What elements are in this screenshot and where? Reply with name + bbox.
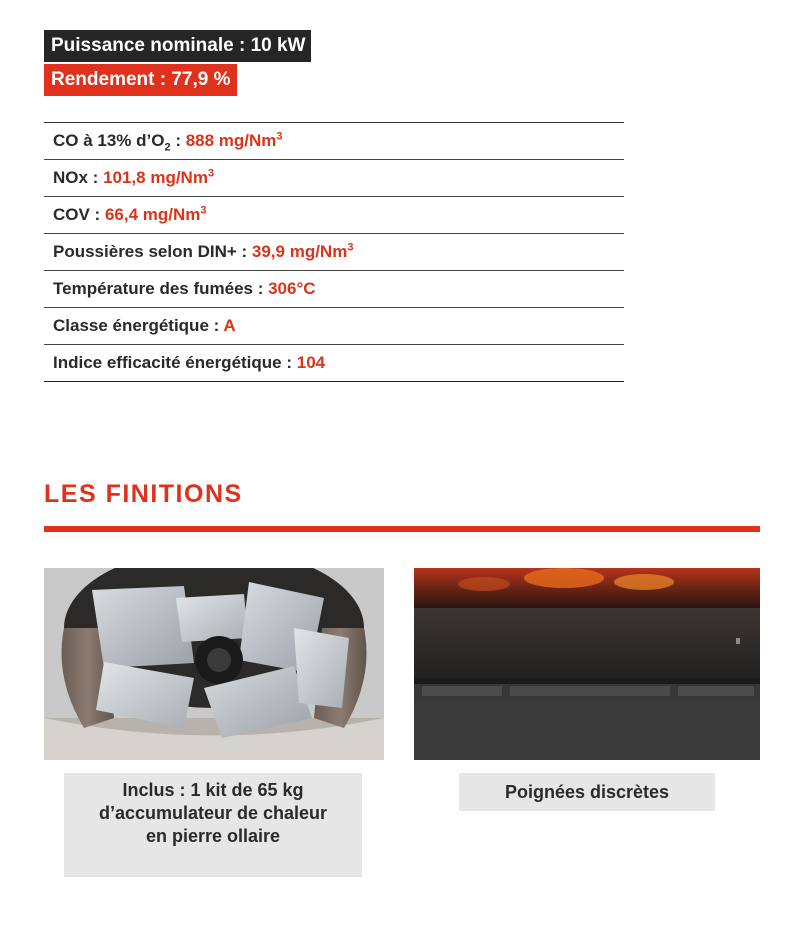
accumulator-caption-line-1: Inclus : 1 kit de 65 kg [122, 780, 304, 800]
spec-row-efficiency-index [44, 345, 624, 382]
finishes-title: LES FINITIONS [44, 480, 243, 508]
spec-value-energy-class: A [223, 316, 236, 335]
spec-row-cov [44, 197, 624, 234]
spec-row-smoke-temp [44, 271, 624, 308]
spec-row-energy-class [44, 308, 624, 345]
spec-row-co [44, 123, 624, 160]
handles-caption: Poignées discrètes [459, 773, 715, 811]
spec-value-co: 888 mg/Nm$^3$ [185, 130, 283, 150]
accumulator-caption-line-3: en pierre ollaire [145, 826, 281, 846]
spec-value-efficiency-index: 104 [296, 353, 326, 372]
spec-value-cov: 66,4 mg/Nm$^3$ [104, 204, 207, 224]
soapstone-accumulator-photo [44, 568, 384, 760]
spec-label-smoke-temp: Température des fumées : [53, 279, 269, 298]
spec-label-dust: Poussières selon DIN+ : [53, 242, 252, 261]
specs-table [44, 122, 624, 382]
spec-row-dust [44, 234, 624, 271]
spec-value-nox: 101,8 mg/Nm$^3$ [103, 167, 215, 187]
spec-value-dust: 39,9 mg/Nm$^3$ [251, 241, 354, 261]
spec-row-nox [44, 160, 624, 197]
nominal-power-badge: Puissance nominale : 10 kW [44, 30, 311, 62]
spec-label-cov: COV : [53, 205, 105, 224]
efficiency-badge: Rendement : 77,9 % [44, 64, 237, 96]
finishes-divider [44, 526, 760, 532]
spec-label-co: CO à 13% $d’O_2$ : [53, 131, 186, 154]
spec-label-energy-class: Classe énergétique : [53, 316, 224, 335]
accumulator-caption-line-2: d’accumulateur de chaleur [98, 803, 328, 823]
spec-value-smoke-temp: 306°C [268, 279, 316, 298]
stove-handles-photo [414, 568, 760, 760]
spec-label-efficiency-index: Indice efficacité énergétique : [53, 353, 297, 372]
spec-label-nox: NOx : [53, 168, 104, 187]
accumulator-caption [64, 773, 362, 877]
